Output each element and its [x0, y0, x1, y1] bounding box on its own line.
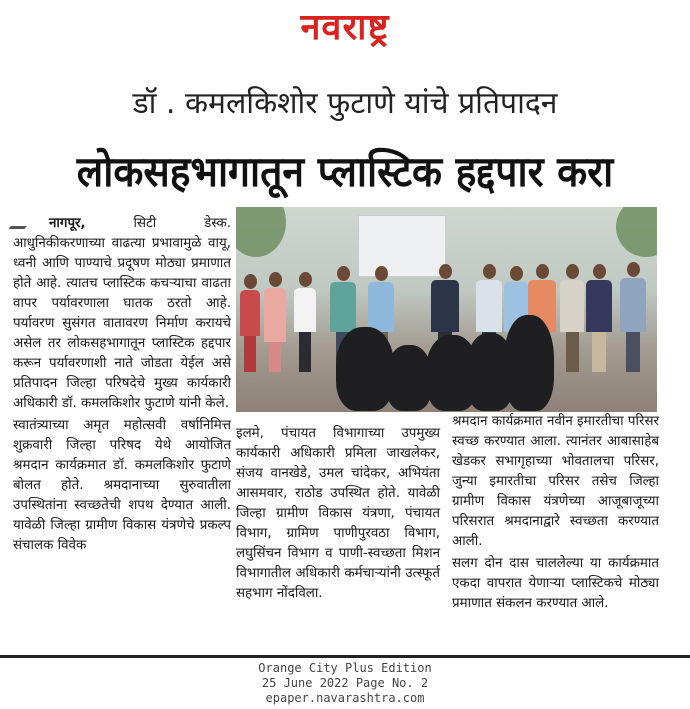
- tree-shape: [236, 207, 286, 257]
- person-figure: [586, 264, 612, 372]
- dateline-mark-icon: [8, 218, 33, 229]
- article-headline: लोकसहभागातून प्लास्टिक हद्दपार करा: [76, 147, 614, 196]
- person-figure: [294, 272, 316, 372]
- garbage-bag: [504, 315, 554, 411]
- article-column-2: [236, 424, 440, 606]
- person-figure: [620, 262, 646, 372]
- person-figure: [264, 272, 286, 372]
- masthead-logo: नवराष्ट्र: [300, 7, 390, 48]
- article-column-3: [452, 412, 659, 616]
- person-figure: [240, 274, 260, 372]
- footer-date-page: 25 June 2022 Page No. 2: [261, 676, 429, 690]
- article-text: आधुनिकीकरणाच्या वाढत्या प्रभावामुळे वायू, ध्वनी आणि पाण्याचे प्रदूषण मोठ्या प्रमाणात होते आहे. त्यातच प्लास्टिक कचऱ्याचा वाढता वापर पर्यावरणाला घातक ठरतो आहे. पर्यावरण सुसंगत वातावरण निर्माण करायचे असेल तर लोकसहभागातून प्लास्टिक हद्दपार करून पर्यावरणाशी नाते जोडता येईल असे प्रतिपादन जिल्हा परिषदेचे मुख्य कार्यकारी अधिकारी डॉ. कमलकिशोर फुटाणे यांनी केले.: [13, 236, 231, 411]
- tree-shape: [616, 207, 657, 257]
- article-column-1: [13, 214, 231, 558]
- article-paragraph: [13, 214, 231, 414]
- article-paragraph: इलमे, पंचायत विभागाच्या उपमुख्य कार्यकारी अधिकारी प्रमिला जाखलेकर, संजय वानखेडे, उमल चांदेकर, अभियंता आसमवार, राठोड उपस्थित होते. यावेळी जिल्हा ग्रामीण विकास यंत्रणा, पंचायत विभाग, ग्रामिण पाणीपुरवठा विभाग, लघुसिंचन विभाग व पाणी-स्वच्छता मिशन विभागातील अधिकारी कर्मचाऱ्यांनी उत्स्फूर्त सहभाग नोंदविला.: [236, 426, 440, 601]
- person-figure: [560, 264, 584, 372]
- article-paragraph: श्रमदान कार्यक्रमात नवीन इमारतीचा परिसर स्वच्छ करण्यात आला. त्यानंतर आबासाहेब खेडकर सभागृहाच्या भोवतालचा परिसर, जुन्या इमारतीचा परिसर तसेच जिल्हा ग्रामीण विकास यंत्रणेच्या आजूबाजूच्या परिसरात श्रमदानाद्वारे स्वच्छता करण्यात आली.: [452, 414, 659, 549]
- article-subhead: डॉ . कमलकिशोर फुटाणे यांचे प्रतिपादन: [132, 86, 558, 121]
- footer-edition: Orange City Plus Edition: [258, 661, 432, 675]
- dateline: नागपूर,: [49, 216, 86, 231]
- page-footer: [0, 661, 690, 706]
- footer-divider: [0, 655, 690, 658]
- footer-url: epaper.navarashtra.com: [265, 691, 425, 705]
- event-photo: [236, 207, 657, 412]
- article-paragraph: स्वातंत्र्याच्या अमृत महोत्सवी वर्षानिमित्त शुक्रवारी जिल्हा परिषद येथे आयोजित श्रमदान कार्यक्रमात डॉ. कमलकिशोर फुटाणे बोलत होते. श्रमदानाच्या सुरुवातीला उपस्थितांना स्वच्छतेची शपथ देण्यात आली. यावेळी जिल्हा ग्रामीण विकास यंत्रणेचे प्रकल्प संचालक विवेक: [13, 418, 231, 553]
- article-paragraph: सलग दोन दास चाललेल्या या कार्यक्रमात एकदा वापरात येणाऱ्या प्लास्टिकचे मोठ्या प्रमाणात संकलन करण्यात आले.: [452, 556, 659, 611]
- dateline-desk: सिटी डेस्क.: [85, 216, 231, 231]
